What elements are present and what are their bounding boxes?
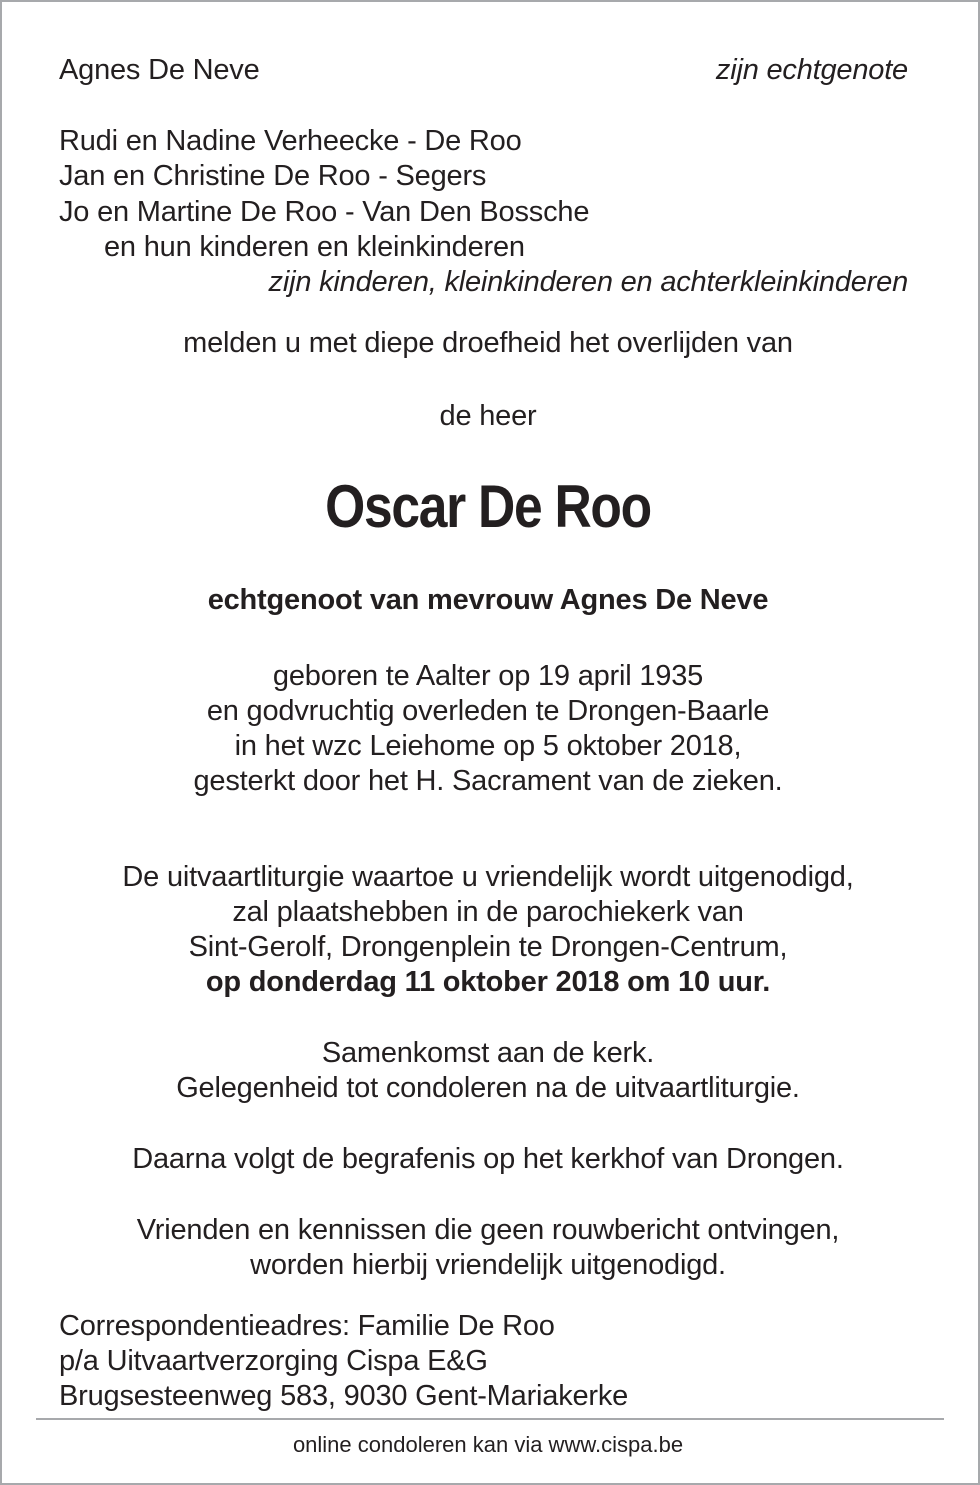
spouse-relation: zijn echtgenote: [715, 54, 908, 86]
correspondence-line-1: Correspondentieadres: Familie De Roo: [59, 1310, 555, 1342]
correspondence-line-2: p/a Uitvaartverzorging Cispa E&G: [59, 1345, 488, 1377]
deceased-name: Oscar De Roo: [325, 473, 651, 540]
child-family-2: Jan en Christine De Roo - Segers: [59, 160, 487, 192]
detail-line-4: gesterkt door het H. Sacrament van de zieken.: [193, 765, 783, 797]
child-family-3: Jo en Martine De Roo - Van Den Bossche: [59, 196, 590, 228]
gathering-line-2: Gelegenheid tot condoleren na de uitvaartliturgie.: [176, 1072, 800, 1104]
funeral-line-1: De uitvaartliturgie waartoe u vriendelijk wordt uitgenodigd,: [122, 861, 854, 893]
spouse-name: Agnes De Neve: [59, 54, 260, 86]
footer-divider: [36, 1418, 944, 1420]
invitation-line-2: worden hierbij vriendelijk uitgenodigd.: [250, 1249, 726, 1281]
announcement: melden u met diepe droefheid het overlijden van: [183, 327, 793, 359]
children-relation: zijn kinderen, kleinkinderen en achterkleinkinderen: [268, 266, 908, 298]
detail-line-2: en godvruchtig overleden te Drongen-Baarle: [206, 695, 770, 727]
burial-line: Daarna volgt de begrafenis op het kerkhof van Drongen.: [132, 1143, 844, 1175]
child-family-1: Rudi en Nadine Verheecke - De Roo: [59, 125, 522, 157]
funeral-line-3: Sint-Gerolf, Drongenplein te Drongen-Centrum,: [188, 931, 788, 963]
gathering-line-1: Samenkomst aan de kerk.: [321, 1037, 655, 1069]
funeral-line-2: zal plaatshebben in de parochiekerk van: [232, 896, 744, 928]
detail-line-1: geboren te Aalter op 19 april 1935: [272, 660, 704, 692]
detail-line-3: in het wzc Leiehome op 5 oktober 2018,: [234, 730, 742, 762]
title: de heer: [439, 400, 537, 432]
correspondence-line-3: Brugsesteenweg 583, 9030 Gent-Mariakerke: [59, 1380, 629, 1412]
funeral-date: op donderdag 11 oktober 2018 om 10 uur.: [205, 966, 771, 998]
footer-text: online condoleren kan via www.cispa.be: [292, 1432, 684, 1457]
spouse-of-line: echtgenoot van mevrouw Agnes De Neve: [207, 584, 769, 616]
invitation-line-1: Vrienden en kennissen die geen rouwbericht ontvingen,: [136, 1214, 840, 1246]
descendants-line: en hun kinderen en kleinkinderen: [104, 231, 525, 263]
